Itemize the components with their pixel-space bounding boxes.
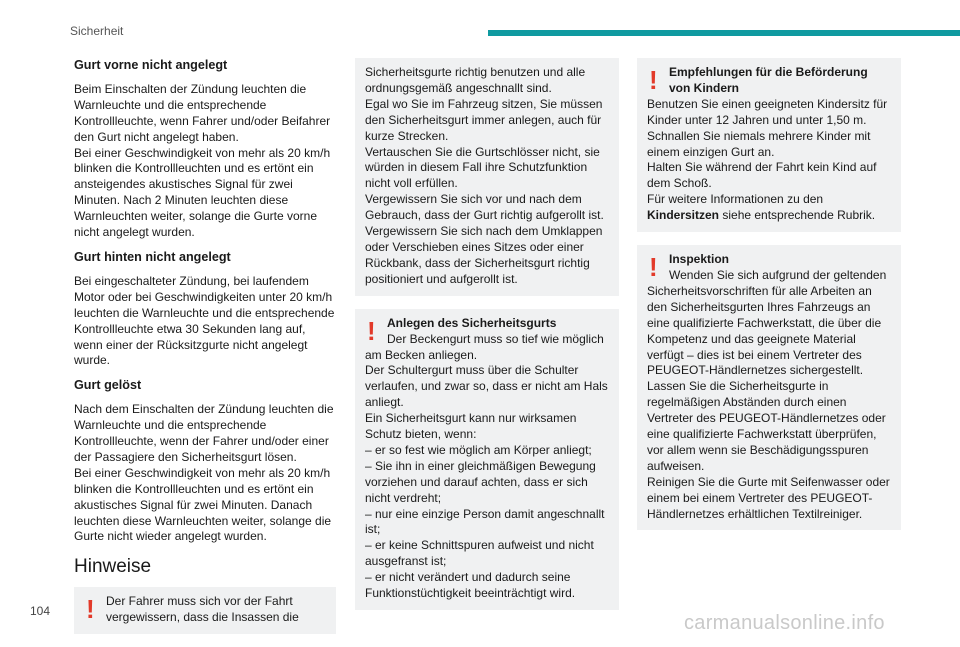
exclamation-icon: ! [86,594,95,625]
notice-box-continued [355,58,619,296]
heading-rear-belt: Gurt hinten nicht angelegt [74,249,231,264]
notice-text-first-line: Der Beckengurt muss so tief wie möglich [387,331,604,346]
notice-box-kinder [637,58,901,232]
notice-text: am Becken anliegen. Der Schultergurt muss über die Schulter verlaufen, und zwar so, dass er nicht am Hals anliegt. Ein Sicherheitsgurt kann nur wirksamen Schutz bieten, wenn: – er so fest wie möglich am Körper anliegt; – Sie ihn in einer gleichmäßigen Bewegung vorziehen und darauf achten, dass er sich nicht verdreht; – nur eine einzige Person damit angeschnallt ist; – er keine Schnittspuren aufweist und nicht ausgefranst ist; – er nicht verändert und dadurch seine Funktionstüchtigkeit beeinträchtigt wird. [365,347,608,601]
page-number: 104 [30,604,51,618]
exclamation-icon: ! [649,252,658,283]
heading-front-belt: Gurt vorne nicht angelegt [74,58,228,72]
heading-hinweise: Hinweise [74,556,152,578]
section-title: Sicherheit [70,24,124,38]
notice-text-before: Benutzen Sie einen geeigneten Kindersitz für Kinder unter 12 Jahren und unter 1,50 m. Schnallen Sie niemals mehrere Kinder mit einem einzigen Gurt an. Halten Sie während der Fahrt kein Kind auf dem Schoß. Für weitere Informationen zu den [647,96,888,207]
column-middle [355,58,619,623]
paragraph-rear-belt: Bei eingeschalteter Zündung, bei laufendem Motor oder bei Geschwindigkeiten unter 20 km/h leuchten die Warnleuchte und die entsprechende Kontrollleuchte etwa 30 Sekunden lang auf, wenn einer der Rücksitzgurte nicht angelegt wurde. [74,273,335,368]
notice-box-anlegen [355,309,619,610]
notice-title: Empfehlungen für die Beförderung von Kindern [669,65,868,95]
notice-text [647,97,891,224]
notice-text: Sicherheitsvorschriften für alle Arbeiten an den Sicherheitsgurten Ihres Fahrzeugs an eine qualifizierte Fachwerkstatt, die über die Kompetenz und das geeignete Material verfügt – dies ist bei einem Vertreter des PEUGEOT-Händlernetzes sichergestellt. Lassen Sie die Sicherheitsgurte in regelmäßigen Abständen durch einen Vertreter des PEUGEOT-Händlernetzes oder eine qualifizierte Fachwerkstatt überprüfen, vor allem wenn sie Beschädigungsspuren aufweisen. Reinigen Sie die Gurte mit Seifenwasser oder einem bei einem Vertreter des PEUGEOT-Händlernetzes erhältlichen Textilreiniger. [647,283,890,521]
exclamation-icon: ! [649,65,658,95]
notice-box-hinweise [74,587,336,634]
notice-title: Inspektion [669,252,730,267]
exclamation-icon: ! [367,315,376,346]
column-right [637,58,901,543]
paragraph-front-belt: Beim Einschalten der Zündung leuchten die Warnleuchte und die entsprechende Kontrollleuchte, wenn Fahrer und/oder Beifahrer den Gurt nicht angelegt haben. Bei einer Geschwindigkeit von mehr als 20 km/h blinken die Kontrollleuchten und es ertönt ein ansteigendes akustisches Signal für zwei Minuten. Nach 2 Minuten leuchten diese Warnleuchten weiter, solange die Gurte vorne nicht angelegt wurden. [74,81,331,240]
heading-belt-released: Gurt gelöst [74,378,142,393]
header-accent-bar [488,30,960,36]
notice-text-bold: Kindersitzen [647,208,720,223]
notice-text-first-line: Wenden Sie sich aufgrund der geltenden [669,267,887,282]
notice-text: vergewissern, dass die Insassen die [106,610,299,625]
column-left [74,58,336,647]
paragraph-belt-released: Nach dem Einschalten der Zündung leuchten die Warnleuchte und die entsprechende Kontrollleuchte, wenn der Fahrer und/oder einer der Passagiere den Sicherheitsgurt lösen. Bei einer Geschwindigkeit von mehr als 20 km/h blinken die Kontrollleuchten und es ertönt ein akustisches Signal für zwei Minuten. Danach leuchten diese Warnleuchten weiter, solange die Gurte nicht wieder angelegt wurden. [74,402,334,544]
watermark: carmanualsonline.info [684,612,885,634]
notice-text-first-line: Der Fahrer muss sich vor der Fahrt [106,594,293,609]
notice-box-inspektion [637,245,901,530]
notice-text-after: siehe entsprechende Rubrik. [719,208,876,223]
notice-title: Anlegen des Sicherheitsgurts [387,315,557,330]
notice-text: Sicherheitsgurte richtig benutzen und alle ordnungsgemäß angeschnallt sind. Egal wo Sie im Fahrzeug sitzen, Sie müssen den Sicherheitsgurt immer anlegen, auch für kurze Strecken. Vertauschen Sie die Gurtschlösser nicht, sie würden in diesem Fall ihre Schutzfunktion nicht voll erfüllen. Vergewissern Sie sich vor und nach dem Gebrauch, dass der Gurt richtig aufgerollt ist. Vergewissern Sie sich nach dem Umklappen oder Verschieben eines Sitzes oder einer Rückbank, dass der Sicherheitsgurt richtig positioniert und aufgerollt ist. [365,65,604,286]
